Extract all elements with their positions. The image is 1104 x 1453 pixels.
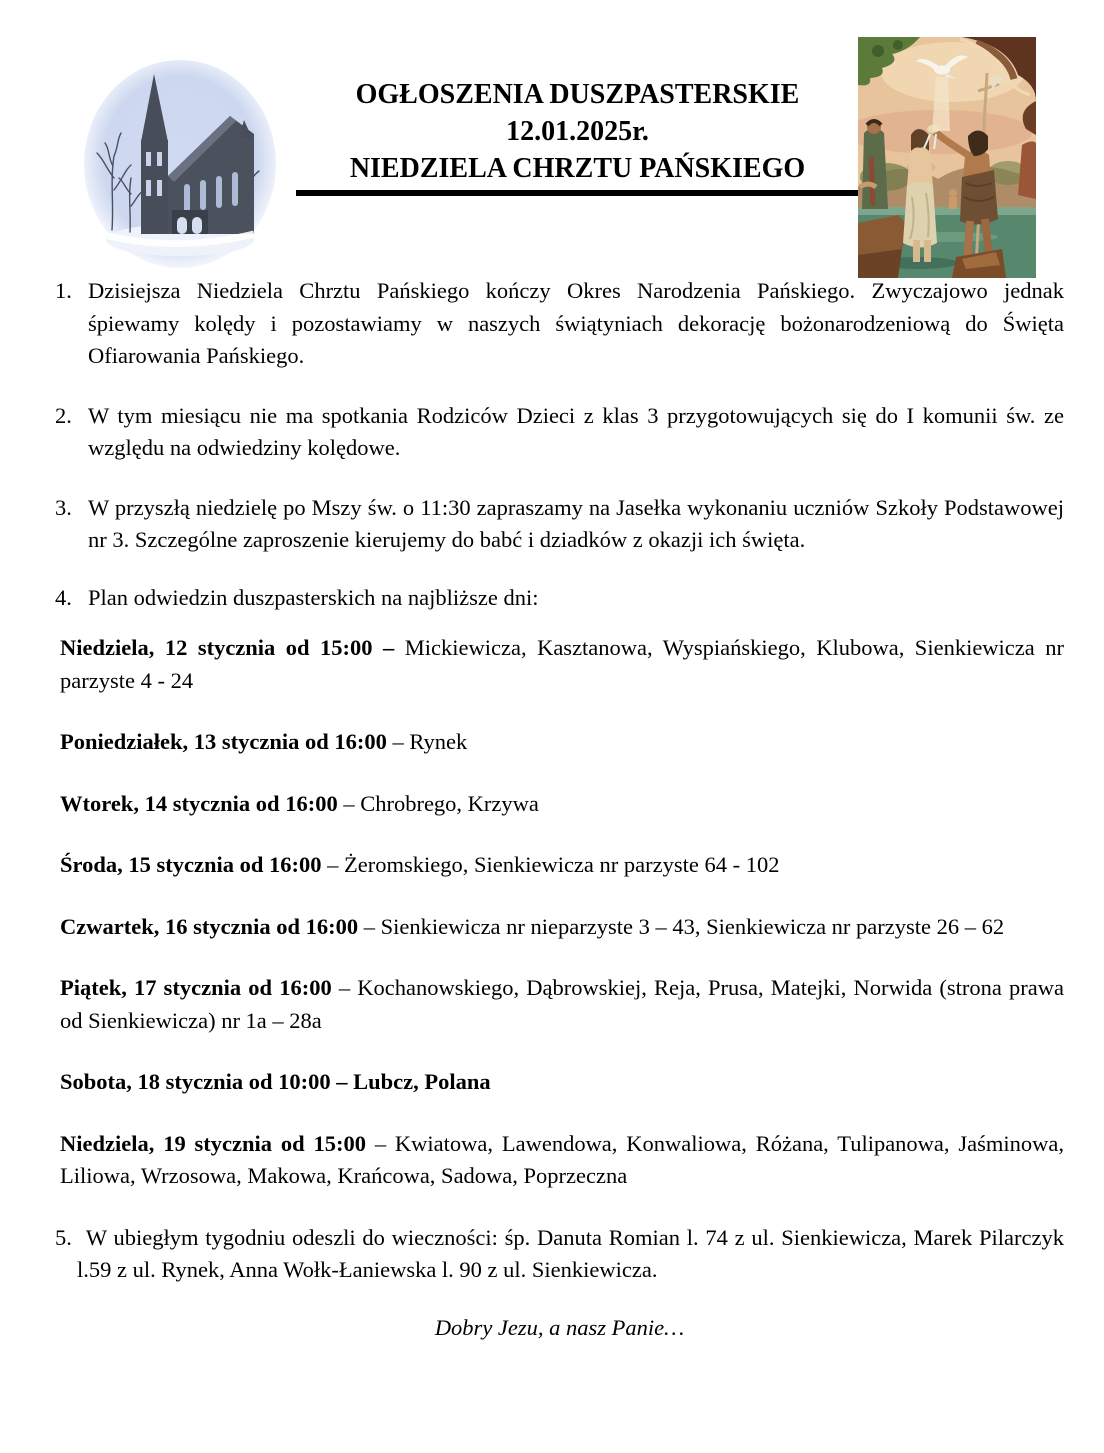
title-line-3: NIEDZIELA CHRZTU PAŃSKIEGO bbox=[349, 153, 806, 184]
title-underline bbox=[296, 190, 859, 196]
item-number: 1. bbox=[55, 278, 72, 303]
item-text: Dzisiejsza Niedziela Chrztu Pańskiego kończy Okres Narodzenia Pańskiego. Zwyczajowo jednak śpiewamy kolędy i pozostawiamy w naszych świątyniach dekorację bożonarodzeniową do Święta Ofiarowania Pańskiego. bbox=[88, 278, 1064, 368]
announcement-item-4 bbox=[55, 582, 1064, 615]
item-text: W ubiegłym tygodniu odeszli do wieczności: śp. Danuta Romian l. 74 z ul. Sienkiewicza, Marek Pilarczyk l.59 z ul. Rynek, Anna Wołk-Łaniewska l. 90 z ul. Sienkiewicza. bbox=[77, 1224, 1064, 1282]
item-text: W przyszłą niedzielę po Mszy św. o 11:30 zapraszamy na Jasełka wykonaniu uczniów Szkoły Podstawowej nr 3. Szczególne zaproszenie kierujemy do babć i dziadków z okazji ich święta. bbox=[88, 494, 1064, 552]
baptism-painting-image bbox=[858, 37, 1036, 278]
schedule-entry-date: Niedziela, 12 stycznia od 15:00 – bbox=[60, 635, 395, 660]
schedule-entry bbox=[60, 972, 1064, 1037]
page-title bbox=[295, 76, 860, 187]
schedule-entry-streets: – Żeromskiego, Sienkiewicza nr parzyste 64 - 102 bbox=[321, 852, 780, 877]
visit-schedule bbox=[60, 632, 1064, 1193]
schedule-entry bbox=[60, 632, 1064, 697]
schedule-entry bbox=[60, 849, 1064, 882]
schedule-entry-streets: – Kochanowskiego, Dąbrowskiej, Reja, Prusa, Matejki, Norwida (strona prawa od Sienkiewicza) nr 1a – 28a bbox=[60, 975, 1064, 1033]
announcement-item-3 bbox=[55, 492, 1064, 557]
church-sketch-icon bbox=[84, 60, 276, 268]
schedule-entry-streets: Mickiewicza, Kasztanowa, Wyspiańskiego, Klubowa, Sienkiewicza nr parzyste 4 - 24 bbox=[60, 635, 1064, 693]
item-number: 4. bbox=[55, 584, 72, 610]
schedule-entry-streets: – Sienkiewicza nr nieparzyste 3 – 43, Sienkiewicza nr parzyste 26 – 62 bbox=[358, 913, 1005, 939]
schedule-entry-streets: – Rynek bbox=[386, 729, 468, 754]
schedule-entry-streets: – Kwiatowa, Lawendowa, Konwaliowa, Różana, Tulipanowa, Jaśminowa, Liliowa, Wrzosowa, Makowa, Krańcowa, Sadowa, Poprzeczna bbox=[60, 1130, 1064, 1188]
announcement-item-2 bbox=[55, 400, 1064, 465]
schedule-entry-date: Czwartek, 16 stycznia od 16:00 bbox=[60, 913, 359, 939]
schedule-entry-date: Sobota, 18 stycznia od 10:00 – Lubcz, Polana bbox=[60, 1069, 491, 1094]
title-line-2: 12.01.2025r. bbox=[506, 116, 649, 147]
announcement-item-5 bbox=[55, 1222, 1064, 1287]
schedule-entry bbox=[60, 726, 1064, 759]
schedule-entry-date: Wtorek, 14 stycznia od 16:00 bbox=[60, 790, 338, 816]
item-text: Plan odwiedzin duszpasterskich na najbliższe dni: bbox=[88, 584, 539, 610]
closing-prayer-line: Dobry Jezu, a nasz Panie… bbox=[434, 1314, 685, 1340]
schedule-entry-date: Piątek, 17 stycznia od 16:00 bbox=[60, 975, 332, 1000]
title-line-1: OGŁOSZENIA DUSZPASTERSKIE bbox=[355, 79, 800, 110]
schedule-entry bbox=[60, 911, 1064, 944]
schedule-entry bbox=[60, 1066, 1064, 1099]
schedule-entry-date: Niedziela, 19 stycznia od 15:00 bbox=[60, 1130, 366, 1156]
church-sketch-image bbox=[84, 60, 276, 268]
item-number: 2. bbox=[55, 402, 72, 428]
schedule-entry-date: Środa, 15 stycznia od 16:00 bbox=[60, 852, 322, 877]
item-text: W tym miesiącu nie ma spotkania Rodziców Dzieci z klas 3 przygotowujących się do I komunii św. ze względu na odwiedziny kolędowe. bbox=[88, 402, 1064, 460]
item-number: 3. bbox=[55, 494, 72, 520]
item-number: 5. bbox=[55, 1224, 72, 1250]
schedule-entry bbox=[60, 788, 1064, 821]
schedule-entry-streets: – Chrobrego, Krzywa bbox=[337, 790, 539, 816]
announcement-item-1 bbox=[55, 275, 1064, 373]
announcements-body bbox=[55, 275, 1064, 1344]
baptism-of-jesus-icon bbox=[858, 37, 1036, 278]
schedule-entry-date: Poniedziałek, 13 stycznia od 16:00 bbox=[60, 729, 387, 754]
schedule-entry bbox=[60, 1128, 1064, 1193]
